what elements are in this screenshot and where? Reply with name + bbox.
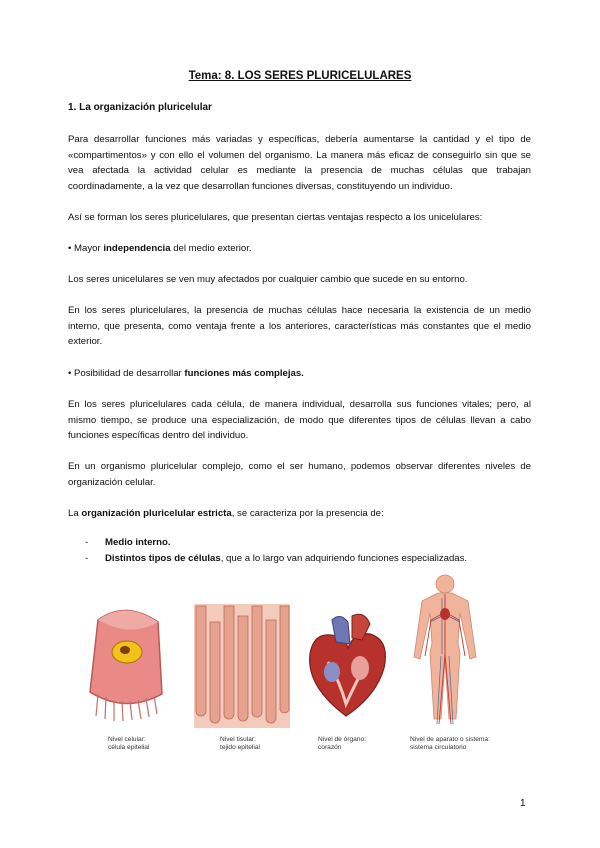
list-item-text: , que a lo largo van adquiriendo funciones especializadas. <box>220 553 468 564</box>
p7-bold: organización pluricelular estricta <box>81 508 232 519</box>
figure-caption: Nivel de aparato o sistema: sistema circulatorio <box>410 736 490 751</box>
paragraph-7 <box>68 506 531 522</box>
list-item <box>85 535 535 551</box>
bullet-prefix: • Posibilidad de desarrollar <box>68 368 185 379</box>
paragraph-4: En los seres pluricelulares, la presencia de muchas células hace necesaria la existencia de un medio interno, que presenta, como ventaja frente a los anteriores, características más constantes que el medio exterior. <box>68 305 531 348</box>
paragraph-3: Los seres unicelulares se ven muy afectados por cualquier cambio que sucede en su entorno. <box>68 274 468 285</box>
list-item-bold: Medio interno. <box>105 537 171 548</box>
bullet-independence <box>68 241 531 257</box>
paragraph-6: En un organismo pluricelular complejo, como el ser humano, podemos observar diferentes niveles de organización celular. <box>68 461 531 488</box>
circulatory-system-image <box>405 572 485 732</box>
figure-caption: Nivel tisular: tejido epitelial <box>220 736 260 751</box>
bullet-complex-functions <box>68 366 531 382</box>
list-item-bold: Distintos tipos de células <box>105 553 221 564</box>
bullet-bold: independencia <box>103 243 171 254</box>
paragraph-1: Para desarrollar funciones más variadas y específicas, debería aumentarse la cantidad y el tipo de «compartimentos» y con ello el volumen del organismo. La manera más eficaz de conseguirlo sin que se vea afectada la actividad celular es mediante la presencia de muchas células que trabajan coordinadamente, a la vez que desarrollan funciones diversas, constituyendo un individuo. <box>68 134 531 192</box>
organization-levels-figure <box>80 572 520 767</box>
feature-list <box>85 535 535 567</box>
section-heading: 1. La organización pluricelular <box>68 102 212 113</box>
bullet-prefix: • Mayor <box>68 243 104 254</box>
bullet-suffix: del medio exterior. <box>170 243 252 254</box>
figure-caption: Nivel de órgano: corazón <box>318 736 367 751</box>
paragraph-5: En los seres pluricelulares cada célula, de manera individual, desarrolla sus funciones vitales; pero, al mismo tiempo, se produce una especialización, de modo que diferentes tipos de células llevan a cabo funciones específicas dentro del individuo. <box>68 399 531 442</box>
dash-marker: - <box>85 537 89 548</box>
paragraph-2: Así se forman los seres pluricelulares, que presentan ciertas ventajas respecto a los unicelulares: <box>68 212 483 223</box>
figure-caption: Nivel celular: célula epitelial <box>108 736 150 751</box>
p7-suffix: , se caracteriza por la presencia de: <box>231 508 384 519</box>
heart-image <box>300 612 392 722</box>
list-item <box>85 551 535 567</box>
p7-prefix: La <box>68 508 82 519</box>
page-number: 1 <box>520 798 526 809</box>
dash-marker: - <box>85 553 89 564</box>
page-title: Tema: 8. LOS SERES PLURICELULARES <box>188 70 412 82</box>
epithelial-tissue-image <box>192 602 292 730</box>
epithelial-cell-image <box>80 602 170 722</box>
bullet-bold: funciones más complejas. <box>184 368 304 379</box>
